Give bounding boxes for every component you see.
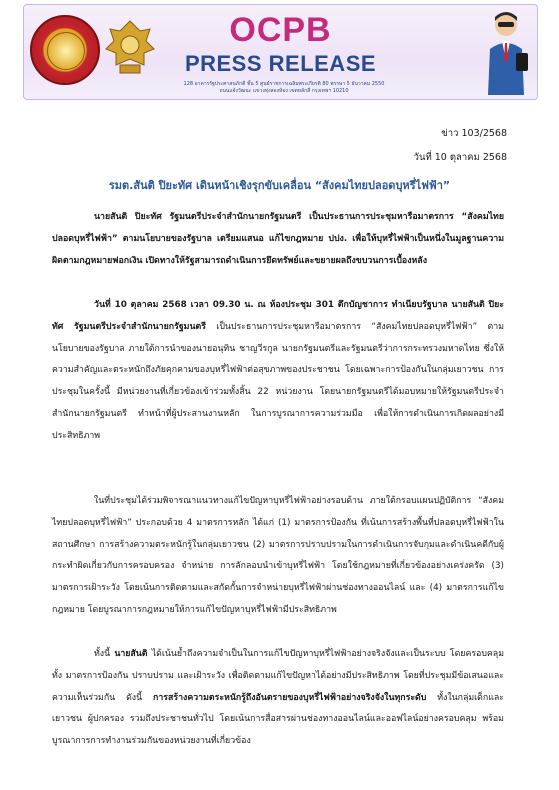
presenter-illustration (480, 9, 532, 95)
paragraph-2 (52, 295, 504, 448)
banner-title: OCPB (229, 11, 332, 49)
address-line-1: 128 อาคารรัฐประศาสนภักดี ชั้น 5 ศูนย์ราชการเฉลิมพระเกียรติ 80 พรรษา 5 ธันวาคม 2550 (183, 81, 385, 87)
headline: รมต.สันติ ปิยะทัศ เดินหน้าเชิงรุกขับเคลื่อน “สังคมไทยปลอดบุหรี่ไฟฟ้า” (108, 179, 451, 192)
meeting-details: เป็นประธานการประชุมหารือมาตรการ “สังคมไทยปลอดบุหรี่ไฟฟ้า” ตามนโยบายของรัฐบาล ภายใต้การนำของนายอนุทิน ชาญวีรกูล นายกรัฐมนตรีและรัฐมนตรีว่าการกระทรวงมหาดไทย ซึ่งให้ความสำคัญและตระหนักถึงภัยคุกคามของบุหรี่ไฟฟ้าต่อสุขภาพของประชาชน โดยเฉพาะการป้องกันในกลุ่มเยาวชน การประชุมในครั้งนี้ มีหน่วยงานที่เกี่ยวข้องเข้าร่วมทั้งสิ้น 22 หน่วยงาน โดยนายกรัฐมนตรีได้มอบหมายให้รัฐมนตรีประจำสำนักนายกรัฐมนตรี ทำหน้าที่ผู้ประสานงานหลัก ในการบูรณาการความร่วมมือ เพื่อให้การดำเนินการเกิดผลอย่างมีประสิทธิภาพ (52, 321, 504, 441)
press-release-banner (23, 4, 538, 100)
paragraph-3 (52, 491, 504, 622)
address-line-2: ถนนแจ้งวัฒนะ แขวงทุ่งสองห้อง เขตหลักสี่ กรุงเทพฯ 10210 (219, 88, 349, 94)
document-reference (414, 122, 507, 170)
lead-summary: นายสันติ ปิยะทัศ รัฐมนตรีประจำสำนักนายกรัฐมนตรี เป็นประธานการประชุมหารือมาตรการ “สังคมไทยปลอดบุหรี่ไฟฟ้า” ตามนโยบายของรัฐบาล เตรียมแสนอ แก้ไขกฎหมาย ปปง. เพื่อให้บุหรี่ไฟฟ้าเป็นหนึ่งในมูลฐานความผิดตามกฎหมายฟอกเงิน เปิดทางให้รัฐสามารถดำเนินการยึดทรัพย์และขยายผลถึงขบวนการเบื้องหลัง (52, 212, 504, 266)
paragraph-1 (52, 207, 504, 272)
p4-closing: ทั้งในกลุ่มเด็กและเยาวชน ผู้ปกครอง รวมถึงประชาชนทั่วไป โดยเน้นการสื่อสารผ่านช่องทางออนไลน์และออฟไลน์อย่างครอบคลุม พร้อมบูรณาการการทำงานร่วมกันของหน่วยงานที่เกี่ยวข้อง (52, 692, 504, 747)
news-number: ข่าว 103/2568 (441, 128, 507, 139)
meeting-info: วันที่ 10 ตุลาคม 2568 เวลา 09.30 น. ณ ห้องประชุม 301 ตึกบัญชาการ ทำเนียบรัฐบาล นายสันติ ปิยะทัศ รัฐมนตรีประจำสำนักนายกรัฐมนตรี (52, 300, 504, 332)
paragraph-4 (52, 644, 504, 753)
p4-intro: ทั้งนี้ (94, 649, 111, 659)
measures-text: ในที่ประชุมได้ร่วมพิจารณาแนวทางแก้ไขปัญหาบุหรี่ไฟฟ้าอย่างรอบด้าน ภายใต้กรอบแผนปฏิบัติการ “สังคมไทยปลอดบุหรี่ไฟฟ้า” ประกอบด้วย 4 มาตรการหลัก ได้แก่ (1) มาตรการป้องกัน ที่เน้นการสร้างพื้นที่ปลอดบุหรี่ไฟฟ้าในสถานศึกษา การสร้างความตระหนักรู้ในกลุ่มเยาวชน (2) มาตรการปราบปรามในการดำเนินการจับกุมและดำเนินคดีกับผู้กระทำผิดเกี่ยวกับการครอบครอง จำหน่าย การลักลอบนำเข้าบุหรี่ไฟฟ้า โดยใช้กฎหมายที่เกี่ยวข้องอย่างเคร่งครัด (3) มาตรการเฝ้าระวัง โดยเน้นการติดตามและสกัดกั้นการจำหน่ายบุหรี่ไฟฟ้าผ่านช่องทางออนไลน์ และ (4) มาตรการแก้ไขกฎหมาย โดยบูรณาการกฎหมายให้การแก้ไขปัญหาบุหรี่ไฟฟ้ามีประสิทธิภาพ (52, 496, 504, 615)
banner-address (134, 81, 434, 95)
release-date: วันที่ 10 ตุลาคม 2568 (413, 152, 507, 163)
p4-emphasis: การสร้างความตระหนักรู้ถึงอันตรายของบุหรี่ไฟฟ้าอย่างจริงจังในทุกระดับ (153, 692, 427, 703)
banner-subtitle: PRESS RELEASE (184, 51, 377, 76)
p4-name: นายสันติ (114, 649, 148, 659)
p4-text: ได้เน้นย้ำถึงความจำเป็นในการแก้ไขปัญหาบุหรี่ไฟฟ้าอย่างจริงจังและเป็นระบบ โดยครอบคลุมทั้ง มาตรการป้องกัน ปราบปราม และเฝ้าระวัง เพื่อติดตามแก้ไขปัญหาได้อย่างมีประสิทธิภาพ โดยที่ประชุมมีข้อเสนอและความเห็นร่วมกัน ดังนี้ (52, 649, 504, 703)
